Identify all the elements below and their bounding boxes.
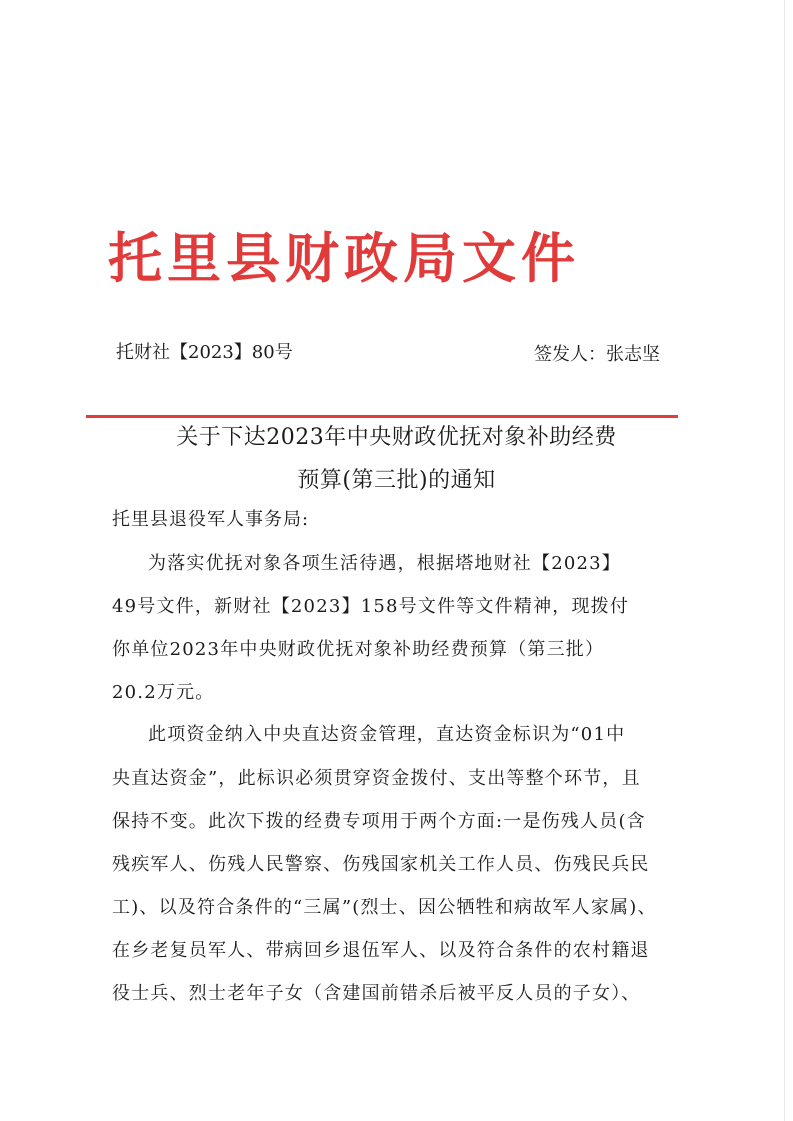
paragraph-2-line-7: 役士兵、烈士老年子女（含建国前错杀后被平反人员的子女）、 — [112, 983, 641, 1004]
document-title-line-1: 关于下达2023年中央财政优抚对象补助经费 — [176, 425, 617, 450]
paragraph-1-line-3: 你单位2023年中央财政优抚对象补助经费预算（第三批） — [112, 639, 605, 660]
paragraph-1-line-2: 49号文件，新财社【2023】158号文件等文件精神，现拨付 — [112, 596, 630, 617]
paragraph-2-line-2: 央直达资金”，此标识必须贯穿资金拨付、支出等整个环节，且 — [112, 768, 641, 789]
paragraph-1-line-4: 20.2万元。 — [112, 682, 215, 703]
paragraph-2-line-4: 残疾军人、伤残人民警察、伤残国家机关工作人员、伤残民兵民 — [112, 854, 650, 875]
issuer-name: 张志坚 — [606, 344, 660, 365]
paragraph-2-line-3: 保持不变。此次下拨的经费专项用于两个方面:一是伤残人员(含 — [112, 811, 646, 832]
paragraph-2-line-1: 此项资金纳入中央直达资金管理，直达资金标识为“01中 — [148, 724, 626, 745]
paragraph-2-line-6: 在乡老复员军人、带病回乡退伍军人、以及符合条件的农村籍退 — [112, 940, 650, 961]
issuer — [534, 342, 660, 368]
paragraph-2-line-5: 工)、以及符合条件的“三属”(烈士、因公牺牲和病故军人家属)、 — [112, 897, 657, 918]
issuer-label: 签发人： — [534, 344, 606, 365]
document-number: 托财社【2023】80号 — [116, 342, 293, 363]
document-title-line-2: 预算(第三批)的通知 — [297, 468, 496, 493]
paragraph-1-line-1: 为落实优抚对象各项生活待遇，根据塔地财社【2023】 — [148, 553, 622, 574]
red-divider-rule — [86, 415, 678, 418]
scan-edge-line — [784, 0, 785, 1121]
masthead-title: 托里县财政局文件 — [108, 226, 580, 290]
salutation: 托里县退役军人事务局: — [112, 509, 310, 530]
